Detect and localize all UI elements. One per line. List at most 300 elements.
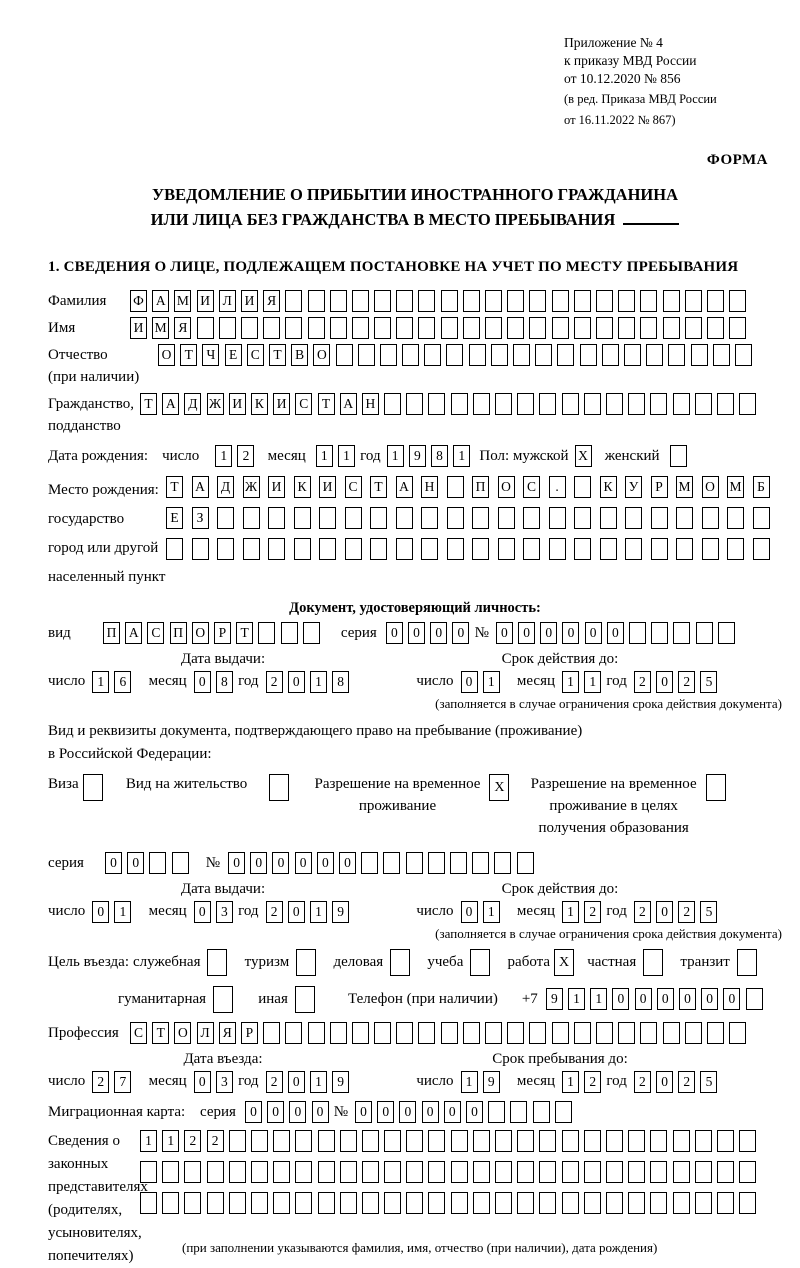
- birth-place-cell[interactable]: П: [472, 476, 489, 498]
- patronymic-cell[interactable]: О: [313, 344, 330, 366]
- representative-cell[interactable]: [318, 1161, 335, 1183]
- citizenship-cell[interactable]: [495, 393, 512, 415]
- surname-cell[interactable]: [529, 290, 546, 312]
- representative-cell[interactable]: [451, 1192, 468, 1214]
- firstname-cell[interactable]: [618, 317, 635, 339]
- identity-type-cell[interactable]: С: [147, 622, 164, 644]
- citizenship-cell[interactable]: С: [295, 393, 312, 415]
- firstname-cell[interactable]: Я: [174, 317, 191, 339]
- birth-place-cell[interactable]: [447, 507, 464, 529]
- birth-year-cell[interactable]: 1: [387, 445, 404, 467]
- representative-cell[interactable]: [428, 1130, 445, 1152]
- birth-place-cell[interactable]: [243, 507, 260, 529]
- birth-place-cell[interactable]: [166, 538, 183, 560]
- purpose-checkbox-cell[interactable]: [207, 949, 227, 976]
- birth-place-cell[interactable]: [727, 507, 744, 529]
- profession-cell[interactable]: [596, 1022, 613, 1044]
- representative-cell[interactable]: [384, 1161, 401, 1183]
- birth-place-cell[interactable]: [523, 538, 540, 560]
- phone-cell[interactable]: [746, 988, 763, 1010]
- identity-number-cell[interactable]: [651, 622, 668, 644]
- representative-cell[interactable]: [273, 1192, 290, 1214]
- date-cell[interactable]: 9: [483, 1071, 500, 1093]
- purpose-checkbox-cell[interactable]: [390, 949, 410, 976]
- purpose-checkbox-cell[interactable]: [296, 949, 316, 976]
- representative-cell[interactable]: [362, 1192, 379, 1214]
- representative-cell[interactable]: [362, 1130, 379, 1152]
- firstname-cell[interactable]: М: [152, 317, 169, 339]
- date-cell[interactable]: 0: [194, 1071, 211, 1093]
- residence-number-cell[interactable]: [494, 852, 511, 874]
- mc-number-cell[interactable]: 0: [355, 1101, 372, 1123]
- identity-number-cell[interactable]: [718, 622, 735, 644]
- citizenship-cell[interactable]: И: [229, 393, 246, 415]
- date-cell[interactable]: 2: [266, 671, 283, 693]
- firstname-cell[interactable]: [396, 317, 413, 339]
- representative-cell[interactable]: [606, 1161, 623, 1183]
- patronymic-cell[interactable]: Т: [269, 344, 286, 366]
- date-cell[interactable]: 0: [194, 671, 211, 693]
- citizenship-cell[interactable]: [628, 393, 645, 415]
- representative-cell[interactable]: [140, 1161, 157, 1183]
- profession-cell[interactable]: [685, 1022, 702, 1044]
- representative-cell[interactable]: [606, 1130, 623, 1152]
- birth-place-cell[interactable]: [447, 538, 464, 560]
- date-cell[interactable]: 0: [194, 901, 211, 923]
- residence-number-cell[interactable]: 0: [250, 852, 267, 874]
- representative-cell[interactable]: [207, 1192, 224, 1214]
- patronymic-cell[interactable]: Т: [180, 344, 197, 366]
- date-cell[interactable]: 5: [700, 1071, 717, 1093]
- patronymic-cell[interactable]: [491, 344, 508, 366]
- representative-cell[interactable]: [295, 1161, 312, 1183]
- citizenship-cell[interactable]: [673, 393, 690, 415]
- representative-cell[interactable]: [428, 1161, 445, 1183]
- firstname-cell[interactable]: [485, 317, 502, 339]
- representative-cell[interactable]: 2: [184, 1130, 201, 1152]
- date-cell[interactable]: 7: [114, 1071, 131, 1093]
- birth-place-cell[interactable]: [294, 507, 311, 529]
- mc-number-cell[interactable]: 0: [399, 1101, 416, 1123]
- mc-series-cell[interactable]: 0: [267, 1101, 284, 1123]
- residence-number-cell[interactable]: 0: [339, 852, 356, 874]
- representative-cell[interactable]: [340, 1161, 357, 1183]
- firstname-cell[interactable]: [241, 317, 258, 339]
- mc-number-cell[interactable]: 0: [444, 1101, 461, 1123]
- birth-day-cell[interactable]: 2: [237, 445, 254, 467]
- firstname-cell[interactable]: [285, 317, 302, 339]
- date-cell[interactable]: 1: [461, 1071, 478, 1093]
- birth-month-cell[interactable]: 1: [338, 445, 355, 467]
- citizenship-cell[interactable]: Т: [318, 393, 335, 415]
- purpose-checkbox-cell[interactable]: [295, 986, 315, 1013]
- citizenship-cell[interactable]: А: [340, 393, 357, 415]
- surname-cell[interactable]: [374, 290, 391, 312]
- representative-cell[interactable]: [717, 1130, 734, 1152]
- patronymic-cell[interactable]: [446, 344, 463, 366]
- patronymic-cell[interactable]: С: [247, 344, 264, 366]
- identity-type-cell[interactable]: А: [125, 622, 142, 644]
- representative-cell[interactable]: [739, 1130, 756, 1152]
- birth-place-cell[interactable]: У: [625, 476, 642, 498]
- date-cell[interactable]: 0: [656, 671, 673, 693]
- profession-cell[interactable]: [308, 1022, 325, 1044]
- residence-number-cell[interactable]: 0: [228, 852, 245, 874]
- representative-cell[interactable]: [584, 1130, 601, 1152]
- birth-place-cell[interactable]: С: [523, 476, 540, 498]
- birth-place-cell[interactable]: [702, 507, 719, 529]
- birth-place-cell[interactable]: [549, 507, 566, 529]
- representative-cell[interactable]: [539, 1161, 556, 1183]
- birth-place-cell[interactable]: [727, 538, 744, 560]
- citizenship-cell[interactable]: [606, 393, 623, 415]
- firstname-cell[interactable]: [640, 317, 657, 339]
- birth-place-cell[interactable]: О: [702, 476, 719, 498]
- representative-cell[interactable]: [650, 1161, 667, 1183]
- patronymic-cell[interactable]: [580, 344, 597, 366]
- birth-place-cell[interactable]: [294, 538, 311, 560]
- date-cell[interactable]: 1: [562, 1071, 579, 1093]
- citizenship-cell[interactable]: Т: [140, 393, 157, 415]
- surname-cell[interactable]: И: [197, 290, 214, 312]
- birth-place-cell[interactable]: [421, 538, 438, 560]
- purpose-checkbox-cell[interactable]: X: [554, 949, 574, 976]
- identity-type-cell[interactable]: П: [103, 622, 120, 644]
- birth-place-cell[interactable]: [370, 507, 387, 529]
- surname-cell[interactable]: [418, 290, 435, 312]
- profession-cell[interactable]: [285, 1022, 302, 1044]
- purpose-checkbox-cell[interactable]: [643, 949, 663, 976]
- representative-cell[interactable]: [695, 1161, 712, 1183]
- surname-cell[interactable]: [463, 290, 480, 312]
- profession-cell[interactable]: О: [174, 1022, 191, 1044]
- representative-cell[interactable]: [650, 1192, 667, 1214]
- purpose-checkbox-cell[interactable]: [470, 949, 490, 976]
- citizenship-cell[interactable]: [584, 393, 601, 415]
- identity-number-cell[interactable]: [696, 622, 713, 644]
- representative-cell[interactable]: [739, 1192, 756, 1214]
- male-checkbox-cell[interactable]: X: [575, 445, 592, 467]
- birth-place-cell[interactable]: [192, 538, 209, 560]
- residence-number-cell[interactable]: [517, 852, 534, 874]
- representative-cell[interactable]: [251, 1192, 268, 1214]
- patronymic-cell[interactable]: [624, 344, 641, 366]
- date-cell[interactable]: 1: [483, 671, 500, 693]
- date-cell[interactable]: 6: [114, 671, 131, 693]
- birth-place-cell[interactable]: [498, 507, 515, 529]
- birth-place-cell[interactable]: [574, 507, 591, 529]
- patronymic-cell[interactable]: [646, 344, 663, 366]
- identity-series-cell[interactable]: 0: [408, 622, 425, 644]
- firstname-cell[interactable]: [441, 317, 458, 339]
- representative-cell[interactable]: [184, 1192, 201, 1214]
- birth-place-cell[interactable]: М: [727, 476, 744, 498]
- birth-place-cell[interactable]: Р: [651, 476, 668, 498]
- citizenship-cell[interactable]: [739, 393, 756, 415]
- birth-place-cell[interactable]: И: [268, 476, 285, 498]
- representative-cell[interactable]: [251, 1161, 268, 1183]
- profession-cell[interactable]: [574, 1022, 591, 1044]
- representative-cell[interactable]: 2: [207, 1130, 224, 1152]
- identity-number-cell[interactable]: 0: [496, 622, 513, 644]
- representative-cell[interactable]: [673, 1130, 690, 1152]
- birth-place-cell[interactable]: А: [396, 476, 413, 498]
- representative-cell[interactable]: [384, 1130, 401, 1152]
- birth-place-cell[interactable]: [396, 538, 413, 560]
- female-checkbox-cell[interactable]: [670, 445, 687, 467]
- profession-cell[interactable]: Я: [219, 1022, 236, 1044]
- birth-place-cell[interactable]: [498, 538, 515, 560]
- birth-year-cell[interactable]: 1: [453, 445, 470, 467]
- representative-cell[interactable]: [562, 1130, 579, 1152]
- patronymic-cell[interactable]: [380, 344, 397, 366]
- phone-cell[interactable]: 0: [701, 988, 718, 1010]
- date-cell[interactable]: 0: [92, 901, 109, 923]
- representative-cell[interactable]: [650, 1130, 667, 1152]
- firstname-cell[interactable]: [330, 317, 347, 339]
- identity-series-cell[interactable]: 0: [452, 622, 469, 644]
- representative-cell[interactable]: [451, 1161, 468, 1183]
- citizenship-cell[interactable]: [695, 393, 712, 415]
- patronymic-cell[interactable]: [535, 344, 552, 366]
- representative-cell[interactable]: [628, 1192, 645, 1214]
- representative-cell[interactable]: [562, 1161, 579, 1183]
- profession-cell[interactable]: [330, 1022, 347, 1044]
- representative-cell[interactable]: [495, 1192, 512, 1214]
- birth-place-cell[interactable]: [345, 507, 362, 529]
- residence-number-cell[interactable]: [428, 852, 445, 874]
- date-cell[interactable]: 2: [266, 901, 283, 923]
- patronymic-cell[interactable]: [513, 344, 530, 366]
- citizenship-cell[interactable]: [562, 393, 579, 415]
- date-cell[interactable]: 0: [656, 1071, 673, 1093]
- representative-cell[interactable]: [695, 1192, 712, 1214]
- representative-cell[interactable]: [473, 1192, 490, 1214]
- profession-cell[interactable]: [507, 1022, 524, 1044]
- birth-place-cell[interactable]: [651, 507, 668, 529]
- birth-place-cell[interactable]: [217, 538, 234, 560]
- surname-cell[interactable]: [485, 290, 502, 312]
- profession-cell[interactable]: [352, 1022, 369, 1044]
- date-cell[interactable]: 2: [678, 1071, 695, 1093]
- profession-cell[interactable]: [618, 1022, 635, 1044]
- representative-cell[interactable]: [318, 1192, 335, 1214]
- date-cell[interactable]: 0: [288, 671, 305, 693]
- date-cell[interactable]: 1: [310, 671, 327, 693]
- birth-place-cell[interactable]: [243, 538, 260, 560]
- citizenship-cell[interactable]: А: [162, 393, 179, 415]
- mc-number-cell[interactable]: [555, 1101, 572, 1123]
- birth-place-cell[interactable]: .: [549, 476, 566, 498]
- birth-place-cell[interactable]: [651, 538, 668, 560]
- representative-cell[interactable]: 1: [162, 1130, 179, 1152]
- profession-cell[interactable]: [529, 1022, 546, 1044]
- firstname-cell[interactable]: [707, 317, 724, 339]
- birth-place-cell[interactable]: Т: [166, 476, 183, 498]
- surname-cell[interactable]: Я: [263, 290, 280, 312]
- surname-cell[interactable]: [707, 290, 724, 312]
- birth-place-cell[interactable]: [217, 507, 234, 529]
- patronymic-cell[interactable]: [557, 344, 574, 366]
- surname-cell[interactable]: [640, 290, 657, 312]
- purpose-checkbox-cell[interactable]: [213, 986, 233, 1013]
- date-cell[interactable]: 2: [266, 1071, 283, 1093]
- representative-cell[interactable]: [318, 1130, 335, 1152]
- representative-cell[interactable]: [695, 1130, 712, 1152]
- birth-place-cell[interactable]: Б: [753, 476, 770, 498]
- birth-year-cell[interactable]: 9: [409, 445, 426, 467]
- patronymic-cell[interactable]: [402, 344, 419, 366]
- date-cell[interactable]: 0: [461, 901, 478, 923]
- birth-place-cell[interactable]: Н: [421, 476, 438, 498]
- profession-cell[interactable]: Т: [152, 1022, 169, 1044]
- birth-year-cell[interactable]: 8: [431, 445, 448, 467]
- representative-cell[interactable]: 1: [140, 1130, 157, 1152]
- birth-place-cell[interactable]: [472, 507, 489, 529]
- phone-cell[interactable]: 1: [590, 988, 607, 1010]
- birth-place-cell[interactable]: [676, 538, 693, 560]
- identity-type-cell[interactable]: [281, 622, 298, 644]
- date-cell[interactable]: 1: [562, 671, 579, 693]
- date-cell[interactable]: 5: [700, 901, 717, 923]
- profession-cell[interactable]: С: [130, 1022, 147, 1044]
- residence-number-cell[interactable]: [406, 852, 423, 874]
- profession-cell[interactable]: [729, 1022, 746, 1044]
- patronymic-cell[interactable]: Ч: [202, 344, 219, 366]
- profession-cell[interactable]: [663, 1022, 680, 1044]
- phone-cell[interactable]: 1: [568, 988, 585, 1010]
- temp-permit-checkbox-cell[interactable]: X: [489, 774, 509, 801]
- residence-series-cell[interactable]: 0: [105, 852, 122, 874]
- firstname-cell[interactable]: [263, 317, 280, 339]
- residence-series-cell[interactable]: 0: [127, 852, 144, 874]
- surname-cell[interactable]: Ф: [130, 290, 147, 312]
- citizenship-cell[interactable]: [650, 393, 667, 415]
- date-cell[interactable]: 1: [483, 901, 500, 923]
- surname-cell[interactable]: [330, 290, 347, 312]
- identity-number-cell[interactable]: 0: [562, 622, 579, 644]
- firstname-cell[interactable]: [685, 317, 702, 339]
- phone-cell[interactable]: 9: [546, 988, 563, 1010]
- surname-cell[interactable]: И: [241, 290, 258, 312]
- date-cell[interactable]: 1: [92, 671, 109, 693]
- patronymic-cell[interactable]: Е: [225, 344, 242, 366]
- surname-cell[interactable]: [552, 290, 569, 312]
- representative-cell[interactable]: [673, 1161, 690, 1183]
- date-cell[interactable]: 0: [288, 901, 305, 923]
- date-cell[interactable]: 3: [216, 1071, 233, 1093]
- identity-number-cell[interactable]: 0: [585, 622, 602, 644]
- citizenship-cell[interactable]: Д: [184, 393, 201, 415]
- surname-cell[interactable]: [685, 290, 702, 312]
- birth-place-cell[interactable]: [447, 476, 464, 498]
- birth-place-cell[interactable]: [625, 538, 642, 560]
- surname-cell[interactable]: [396, 290, 413, 312]
- date-cell[interactable]: 1: [114, 901, 131, 923]
- identity-type-cell[interactable]: О: [192, 622, 209, 644]
- profession-cell[interactable]: [441, 1022, 458, 1044]
- firstname-cell[interactable]: [574, 317, 591, 339]
- phone-cell[interactable]: 0: [612, 988, 629, 1010]
- surname-cell[interactable]: [618, 290, 635, 312]
- citizenship-cell[interactable]: [451, 393, 468, 415]
- birth-place-cell[interactable]: [421, 507, 438, 529]
- identity-number-cell[interactable]: 0: [607, 622, 624, 644]
- date-cell[interactable]: 2: [634, 1071, 651, 1093]
- residence-number-cell[interactable]: [450, 852, 467, 874]
- profession-cell[interactable]: Р: [241, 1022, 258, 1044]
- residence-number-cell[interactable]: [472, 852, 489, 874]
- profession-cell[interactable]: [396, 1022, 413, 1044]
- firstname-cell[interactable]: [352, 317, 369, 339]
- firstname-cell[interactable]: [219, 317, 236, 339]
- representative-cell[interactable]: [673, 1192, 690, 1214]
- patronymic-cell[interactable]: [602, 344, 619, 366]
- identity-number-cell[interactable]: [673, 622, 690, 644]
- firstname-cell[interactable]: [552, 317, 569, 339]
- representative-cell[interactable]: [717, 1192, 734, 1214]
- profession-cell[interactable]: [418, 1022, 435, 1044]
- surname-cell[interactable]: [441, 290, 458, 312]
- birth-place-cell[interactable]: [523, 507, 540, 529]
- representative-cell[interactable]: [539, 1130, 556, 1152]
- residence-series-cell[interactable]: [149, 852, 166, 874]
- representative-cell[interactable]: [495, 1161, 512, 1183]
- date-cell[interactable]: 2: [678, 671, 695, 693]
- birth-place-cell[interactable]: К: [600, 476, 617, 498]
- patronymic-cell[interactable]: [713, 344, 730, 366]
- birth-place-cell[interactable]: [396, 507, 413, 529]
- purpose-checkbox-cell[interactable]: [737, 949, 757, 976]
- birth-place-cell[interactable]: [676, 507, 693, 529]
- mc-number-cell[interactable]: [533, 1101, 550, 1123]
- date-cell[interactable]: 1: [584, 671, 601, 693]
- date-cell[interactable]: 2: [678, 901, 695, 923]
- representative-cell[interactable]: [229, 1130, 246, 1152]
- surname-cell[interactable]: М: [174, 290, 191, 312]
- citizenship-cell[interactable]: [473, 393, 490, 415]
- mc-number-cell[interactable]: 0: [377, 1101, 394, 1123]
- date-cell[interactable]: 1: [310, 1071, 327, 1093]
- profession-cell[interactable]: [374, 1022, 391, 1044]
- citizenship-cell[interactable]: [406, 393, 423, 415]
- date-cell[interactable]: 3: [216, 901, 233, 923]
- representative-cell[interactable]: [517, 1130, 534, 1152]
- citizenship-cell[interactable]: [517, 393, 534, 415]
- representative-cell[interactable]: [584, 1192, 601, 1214]
- birth-place-cell[interactable]: Е: [166, 507, 183, 529]
- representative-cell[interactable]: [717, 1161, 734, 1183]
- mc-number-cell[interactable]: [488, 1101, 505, 1123]
- representative-cell[interactable]: [251, 1130, 268, 1152]
- date-cell[interactable]: 9: [332, 1071, 349, 1093]
- residence-number-cell[interactable]: 0: [295, 852, 312, 874]
- firstname-cell[interactable]: [529, 317, 546, 339]
- representative-cell[interactable]: [606, 1192, 623, 1214]
- identity-type-cell[interactable]: Т: [236, 622, 253, 644]
- representative-cell[interactable]: [495, 1130, 512, 1152]
- citizenship-cell[interactable]: [717, 393, 734, 415]
- date-cell[interactable]: 2: [634, 671, 651, 693]
- representative-cell[interactable]: [273, 1130, 290, 1152]
- patronymic-cell[interactable]: [735, 344, 752, 366]
- phone-cell[interactable]: 0: [657, 988, 674, 1010]
- identity-series-cell[interactable]: 0: [430, 622, 447, 644]
- mc-series-cell[interactable]: 0: [289, 1101, 306, 1123]
- representative-cell[interactable]: [473, 1130, 490, 1152]
- representative-cell[interactable]: [562, 1192, 579, 1214]
- surname-cell[interactable]: Л: [219, 290, 236, 312]
